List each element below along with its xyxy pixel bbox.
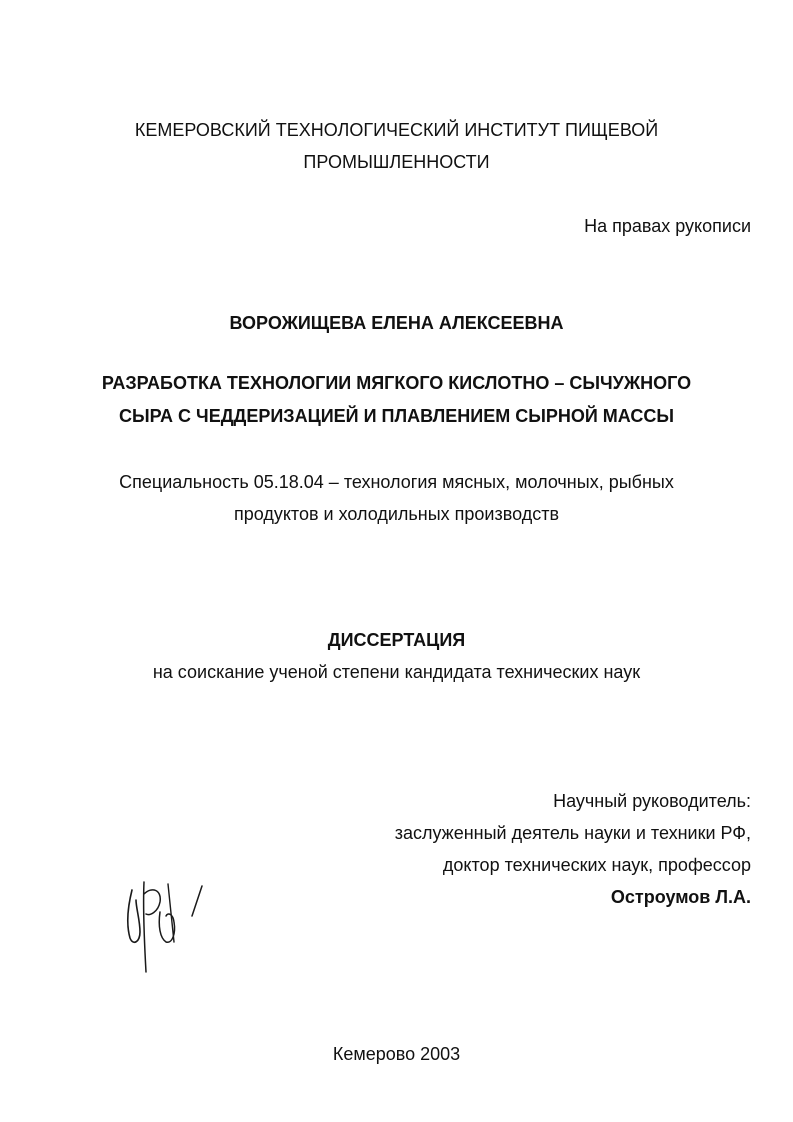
handwritten-signature: [118, 868, 218, 974]
advisor-honor: заслуженный деятель науки и техники РФ,: [394, 823, 751, 843]
manuscript-note: На правах рукописи: [584, 216, 751, 236]
author-name: ВОРОЖИЩЕВА ЕЛЕНА АЛЕКСЕЕВНА: [229, 313, 564, 333]
institution-line-1: КЕМЕРОВСКИЙ ТЕХНОЛОГИЧЕСКИЙ ИНСТИТУТ ПИЩЕВОЙ: [134, 120, 659, 140]
advisor-label: Научный руководитель:: [553, 791, 751, 811]
advisor-name: Остроумов Л.А.: [610, 887, 751, 907]
dissertation-title-line-1: РАЗРАБОТКА ТЕХНОЛОГИИ МЯГКОГО КИСЛОТНО – СЫЧУЖНОГО: [101, 373, 692, 393]
specialty-line-1: Специальность 05.18.04 – технология мясных, молочных, рыбных: [119, 472, 674, 492]
place-and-year: Кемерово 2003: [332, 1044, 461, 1064]
dissertation-title-line-2: СЫРА С ЧЕДДЕРИЗАЦИЕЙ И ПЛАВЛЕНИЕМ СЫРНОЙ МАССЫ: [119, 406, 674, 426]
degree-line: на соискание ученой степени кандидата технических наук: [152, 662, 641, 682]
specialty-line-2: продуктов и холодильных производств: [233, 504, 560, 524]
advisor-rank: доктор технических наук, профессор: [442, 855, 751, 875]
document-type: ДИССЕРТАЦИЯ: [327, 630, 466, 650]
institution-line-2: ПРОМЫШЛЕННОСТИ: [303, 152, 490, 172]
